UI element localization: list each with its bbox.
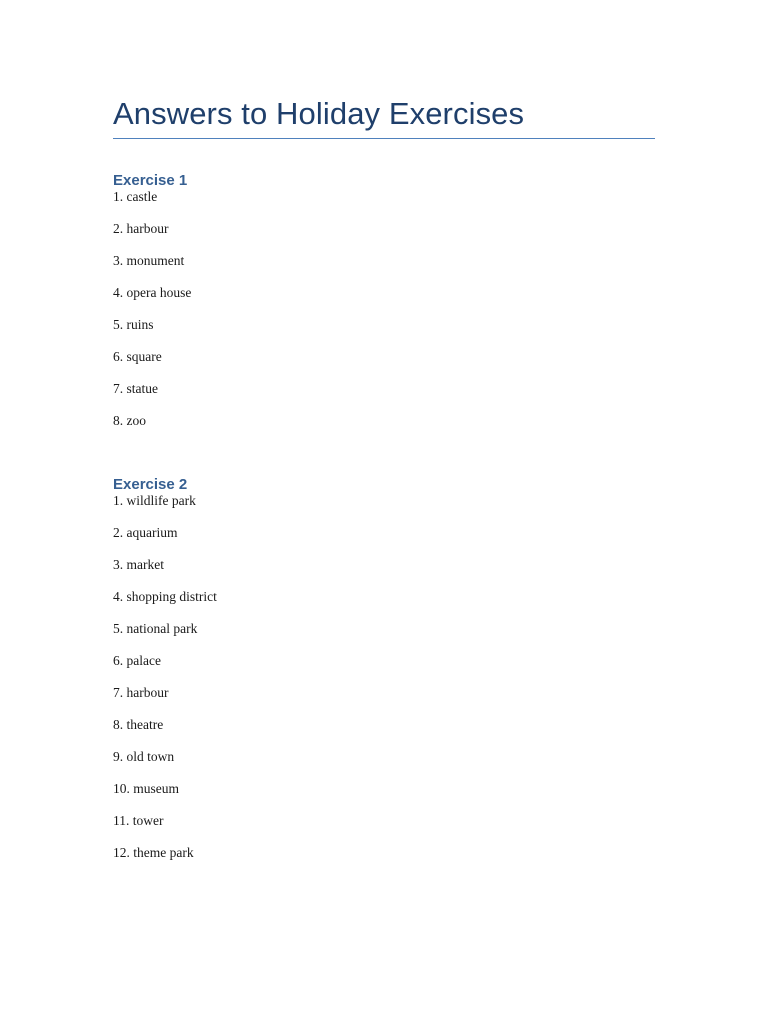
list-item xyxy=(113,623,655,655)
list-item xyxy=(113,591,655,623)
list-item-text: 7. harbour xyxy=(113,685,169,700)
list-item-text: 6. palace xyxy=(113,653,161,668)
answer-list xyxy=(113,191,655,447)
exercise-section xyxy=(113,475,655,879)
list-item-text: 9. old town xyxy=(113,749,175,764)
list-item xyxy=(113,783,655,815)
list-item-text: 4. shopping district xyxy=(113,589,217,604)
list-item-text: 8. zoo xyxy=(113,413,146,428)
list-item-text: 11. tower xyxy=(113,813,164,828)
list-item xyxy=(113,383,655,415)
list-item xyxy=(113,351,655,383)
list-item-text: 3. monument xyxy=(113,253,185,268)
list-item xyxy=(113,751,655,783)
list-item-text: 10. museum xyxy=(113,781,179,796)
list-item-text: 5. ruins xyxy=(113,317,154,332)
list-item xyxy=(113,815,655,847)
section-heading: Exercise 2 xyxy=(113,476,188,493)
section-heading: Exercise 1 xyxy=(113,172,188,189)
document-page xyxy=(113,92,655,879)
list-item xyxy=(113,847,655,879)
list-item xyxy=(113,719,655,751)
list-item-text: 3. market xyxy=(113,557,164,572)
list-item-text: 12. theme park xyxy=(113,845,194,860)
exercise-section xyxy=(113,171,655,447)
list-item-text: 5. national park xyxy=(113,621,198,636)
list-item-text: 8. theatre xyxy=(113,717,164,732)
list-item-text: 2. aquarium xyxy=(113,525,178,540)
list-item xyxy=(113,255,655,287)
list-item xyxy=(113,191,655,223)
list-item-text: 7. statue xyxy=(113,381,158,396)
list-item xyxy=(113,223,655,255)
list-item xyxy=(113,415,655,447)
list-item xyxy=(113,287,655,319)
list-item-text: 2. harbour xyxy=(113,221,169,236)
list-item-text: 4. opera house xyxy=(113,285,192,300)
list-item-text: 6. square xyxy=(113,349,162,364)
list-item xyxy=(113,687,655,719)
list-item xyxy=(113,319,655,351)
list-item xyxy=(113,655,655,687)
list-item-text: 1. castle xyxy=(113,189,158,204)
list-item xyxy=(113,527,655,559)
list-item-text: 1. wildlife park xyxy=(113,493,196,508)
list-item xyxy=(113,495,655,527)
list-item xyxy=(113,559,655,591)
page-title: Answers to Holiday Exercises xyxy=(113,92,655,139)
answer-list xyxy=(113,495,655,879)
